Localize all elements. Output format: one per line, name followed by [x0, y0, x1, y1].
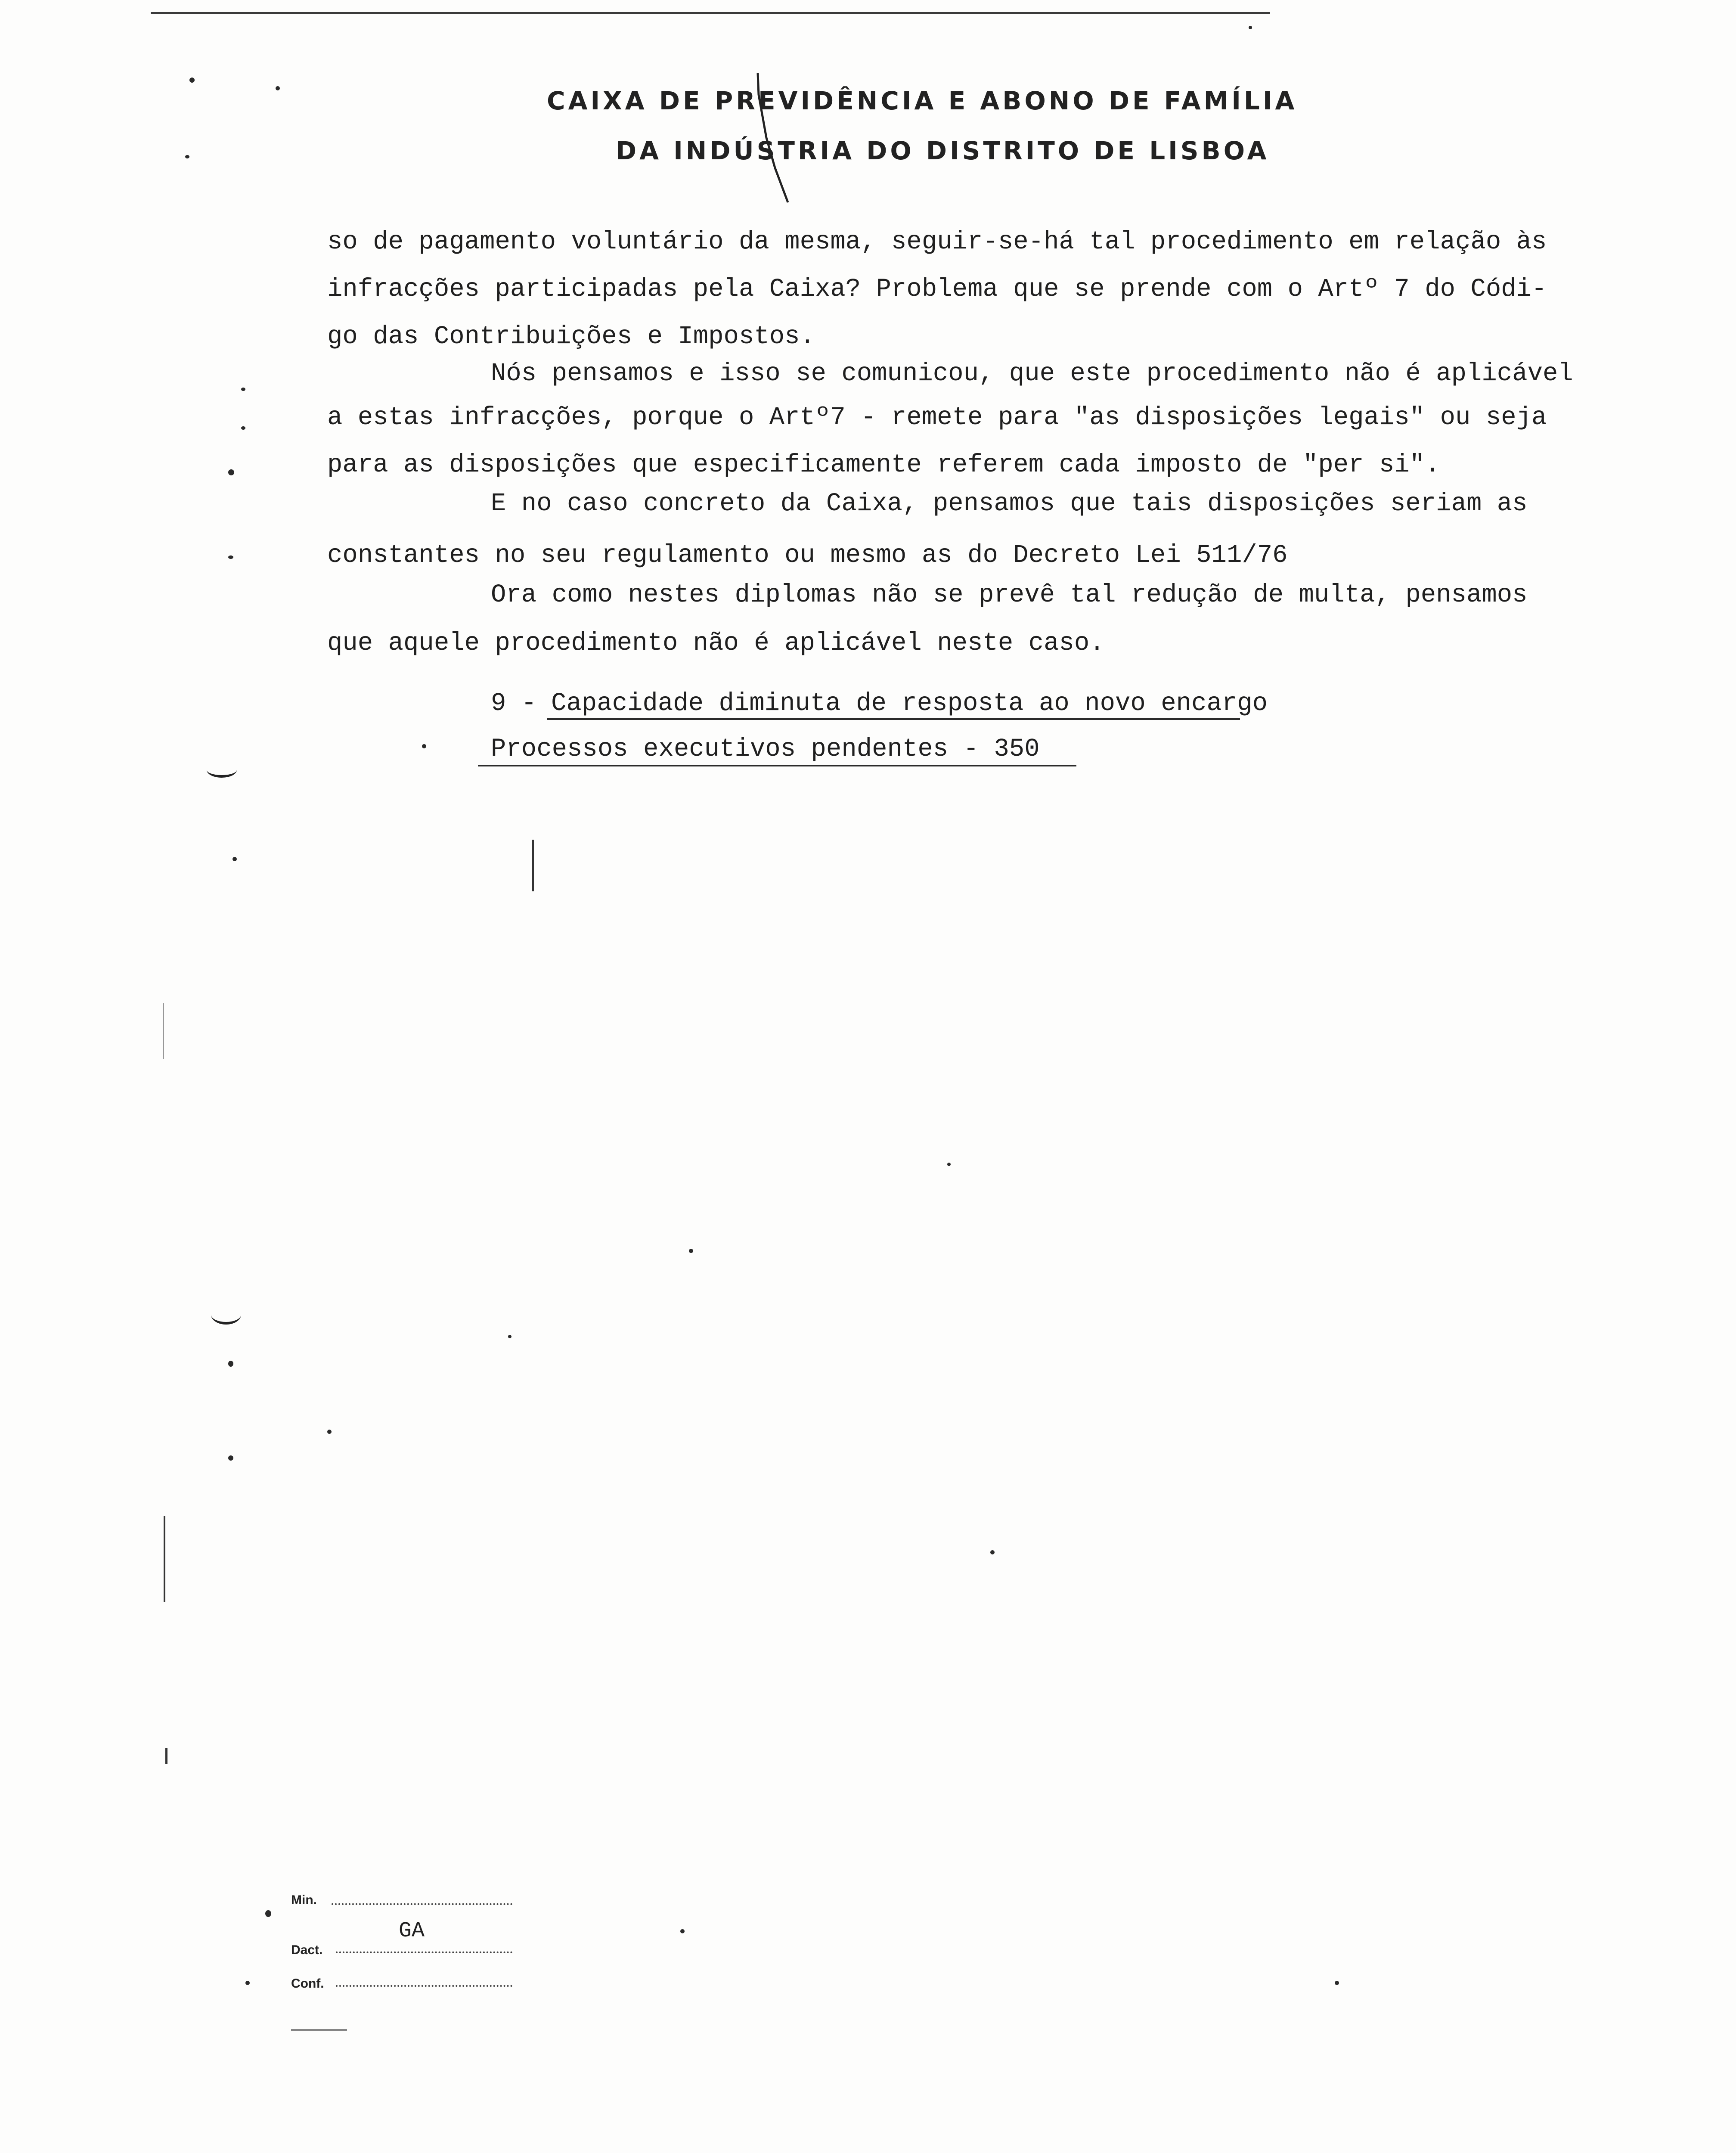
scan-speck: [241, 426, 245, 430]
scan-speck: [228, 555, 233, 559]
body-line-1: so de pagamento voluntário da mesma, seguir-se-há tal procedimento em relação às: [327, 227, 1547, 256]
margin-hole-mark: [207, 762, 237, 778]
scan-speck: [327, 1430, 332, 1434]
dact-label: Dact.: [291, 1943, 323, 1957]
body-line-4: Nós pensamos e isso se comunicou, que este procedimento não é aplicável: [491, 359, 1573, 388]
item-9-subtitle-underline: [478, 765, 1076, 766]
cut-off-footer-text: [291, 2029, 347, 2031]
scan-speck: [241, 388, 245, 391]
scan-speck: [276, 86, 280, 90]
letterhead-line-2: DA INDÚSTRIA DO DISTRITO DE LISBOA: [616, 136, 1270, 165]
margin-hole-mark: [211, 1305, 241, 1325]
scan-speck: [680, 1929, 685, 1933]
pen-stroke-mark: [749, 69, 801, 207]
margin-edge-mark: [165, 1748, 167, 1764]
scan-speck: [245, 1981, 250, 1985]
scan-speck: [189, 78, 195, 83]
scan-speck: [228, 469, 234, 475]
min-label: Min.: [291, 1893, 317, 1907]
margin-edge-mark: [164, 1516, 165, 1602]
min-dotted-line: [332, 1903, 512, 1905]
scan-speck: [990, 1550, 995, 1554]
scan-speck: [228, 1455, 233, 1461]
scan-speck: [228, 1361, 233, 1367]
scan-speck: [265, 1910, 271, 1917]
item-9-title-underline: [547, 718, 1240, 720]
top-edge-rule: [151, 12, 1270, 14]
body-line-3: go das Contribuições e Impostos.: [327, 322, 815, 351]
body-line-7: E no caso concreto da Caixa, pensamos que tais disposições seriam as: [491, 489, 1528, 518]
body-line-9: Ora como nestes diplomas não se prevê tal redução de multa, pensamos: [491, 580, 1528, 609]
dact-value: GA: [399, 1919, 425, 1943]
conf-label: Conf.: [291, 1976, 324, 1991]
body-line-2: infracções participadas pela Caixa? Problema que se prende com o Artº 7 do Códi-: [327, 275, 1547, 304]
conf-dotted-line: [336, 1985, 512, 1987]
stray-vertical-mark: [532, 840, 534, 891]
body-line-6: para as disposições que especificamente referem cada imposto de "per si".: [327, 450, 1440, 479]
scan-speck: [185, 155, 189, 158]
scan-speck: [947, 1163, 951, 1166]
item-9-subtitle: Processos executivos pendentes - 350: [491, 735, 1040, 763]
body-line-5: a estas infracções, porque o Artº7 - remete para "as disposições legais" ou seja: [327, 403, 1547, 432]
margin-edge-mark: [163, 1003, 164, 1059]
scan-speck: [1249, 26, 1252, 29]
item-9-number: 9 -: [491, 689, 537, 718]
item-9-title: Capacidade diminuta de resposta ao novo encargo: [551, 689, 1268, 718]
scan-speck: [508, 1335, 512, 1338]
scan-speck: [1335, 1981, 1339, 1985]
body-line-10: que aquele procedimento não é aplicável neste caso.: [327, 629, 1105, 658]
scan-speck: [422, 744, 426, 748]
scan-speck: [689, 1249, 693, 1253]
scan-speck: [232, 857, 237, 861]
body-line-8: constantes no seu regulamento ou mesmo as do Decreto Lei 511/76: [327, 541, 1288, 570]
dact-dotted-line: [336, 1951, 512, 1953]
letterhead-line-1: CAIXA DE PREVIDÊNCIA E ABONO DE FAMÍLIA: [547, 86, 1298, 115]
